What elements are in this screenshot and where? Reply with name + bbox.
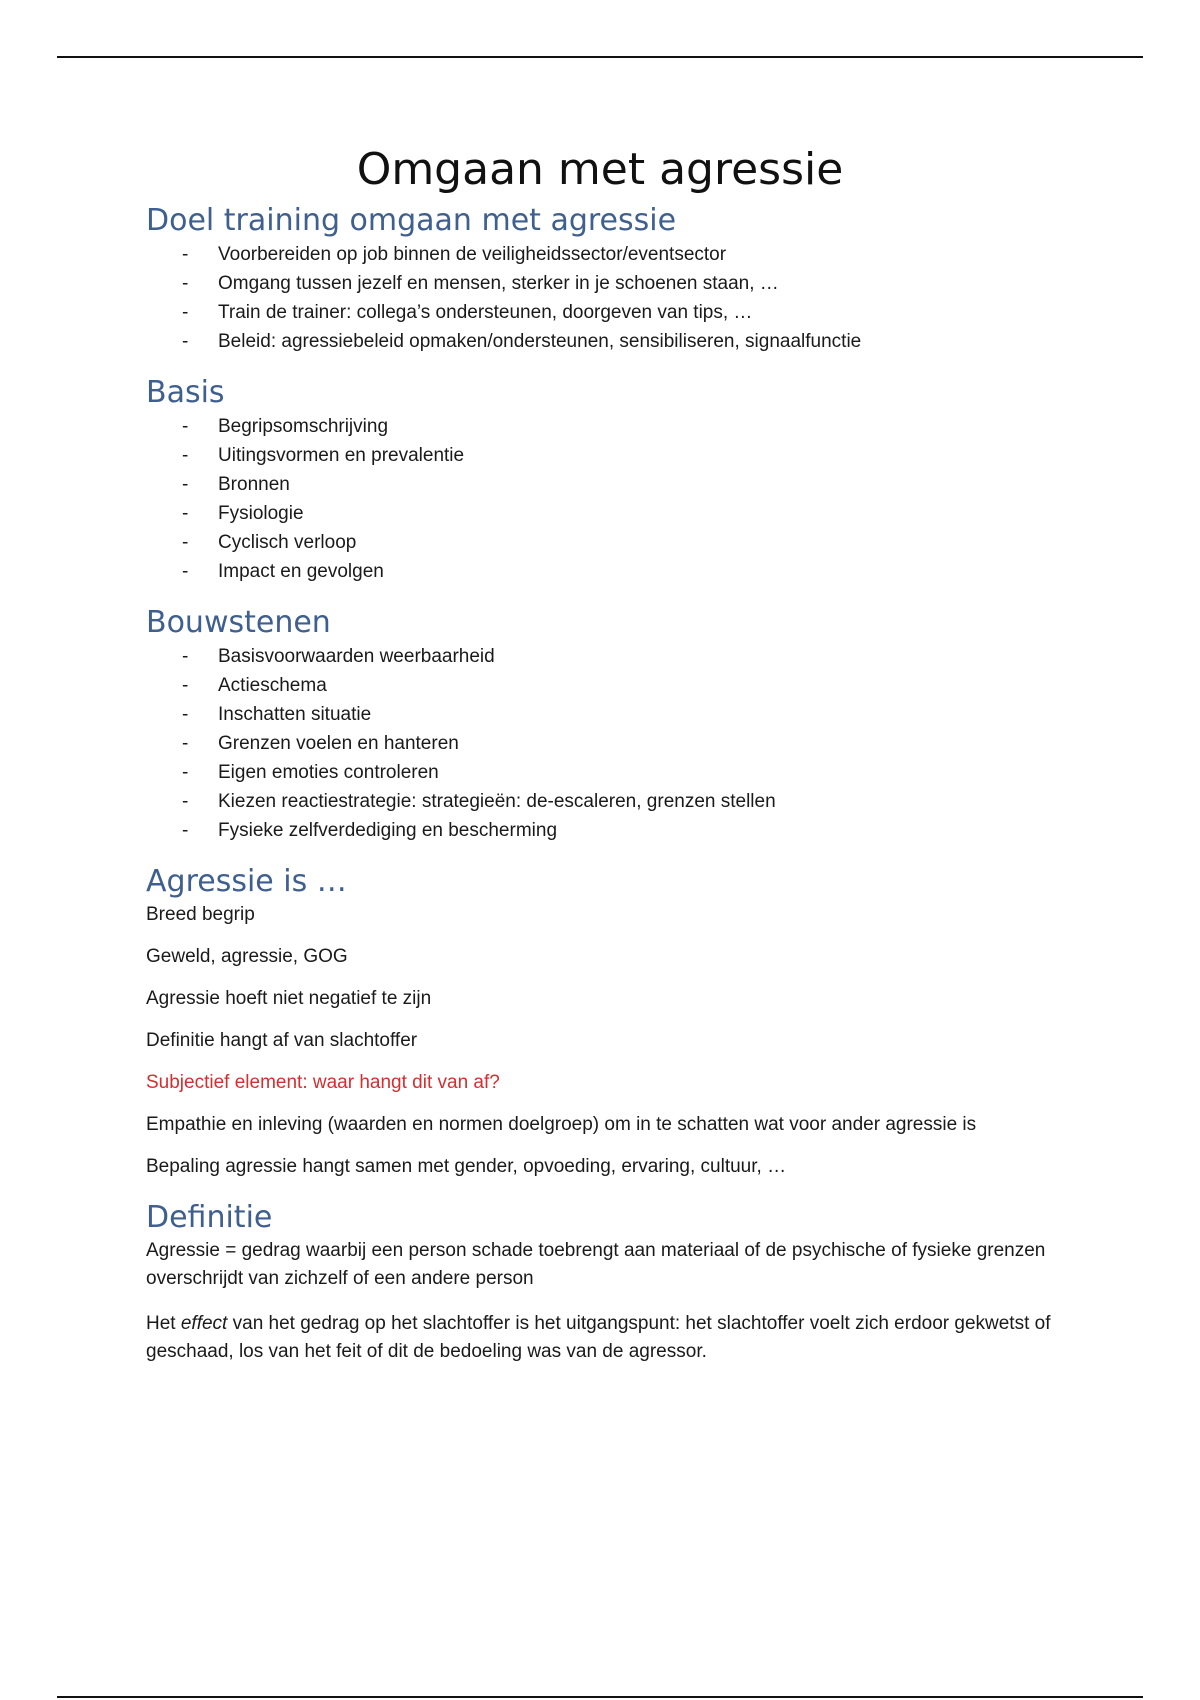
heading-bouwstenen: Bouwstenen <box>146 605 331 640</box>
list-item-text: Inschatten situatie <box>218 704 372 725</box>
dash-bullet: - <box>182 503 189 524</box>
list-item <box>146 269 1076 298</box>
list-item <box>146 700 1076 729</box>
dash-bullet: - <box>182 302 189 323</box>
dash-bullet: - <box>182 733 189 754</box>
list-item <box>146 528 1076 557</box>
effect-text-after: van het gedrag op het slachtoffer is het uitgangspunt: het slachtoffer voelt zich erdoor gekwetst of geschaad, los van het feit of dit de bedoeling was van de agressor. <box>146 1313 1051 1362</box>
list-item-text: Omgang tussen jezelf en mensen, sterker in je schoenen staan, … <box>218 273 779 294</box>
list-item-text: Basisvoorwaarden weerbaarheid <box>218 646 495 667</box>
list-item <box>146 240 1076 269</box>
list-doel-training <box>146 240 1076 356</box>
dash-bullet: - <box>182 445 189 466</box>
paragraph: Definitie hangt af van slachtoffer <box>146 1030 418 1051</box>
list-item <box>146 787 1076 816</box>
list-item-text: Kiezen reactiestrategie: strategieën: de-escaleren, grenzen stellen <box>218 791 776 812</box>
top-rule <box>57 56 1143 58</box>
list-bouwstenen <box>146 642 1076 845</box>
list-item <box>146 557 1076 586</box>
list-item-text: Impact en gevolgen <box>218 561 384 582</box>
list-item-text: Fysiologie <box>218 503 304 524</box>
list-basis <box>146 412 1076 586</box>
list-item-text: Uitingsvormen en prevalentie <box>218 445 465 466</box>
dash-bullet: - <box>182 762 189 783</box>
paragraph: Empathie en inleving (waarden en normen doelgroep) om in te schatten wat voor ander agressie is <box>146 1114 977 1135</box>
dash-bullet: - <box>182 704 189 725</box>
list-item <box>146 470 1076 499</box>
list-item <box>146 758 1076 787</box>
effect-paragraph <box>146 1310 1076 1366</box>
paragraph: Agressie hoeft niet negatief te zijn <box>146 988 432 1009</box>
heading-basis: Basis <box>146 375 225 410</box>
bottom-rule <box>57 1696 1143 1698</box>
list-item <box>146 298 1076 327</box>
list-item <box>146 729 1076 758</box>
list-item-text: Begripsomschrijving <box>218 416 389 437</box>
page-title: Omgaan met agressie <box>356 144 844 195</box>
dash-bullet: - <box>182 646 189 667</box>
dash-bullet: - <box>182 273 189 294</box>
list-item-text: Bronnen <box>218 474 290 495</box>
list-item <box>146 441 1076 470</box>
dash-bullet: - <box>182 331 189 352</box>
heading-agressie-is: Agressie is … <box>146 864 347 899</box>
list-item-text: Actieschema <box>218 675 327 696</box>
dash-bullet: - <box>182 244 189 265</box>
effect-text-before: Het <box>146 1313 181 1334</box>
dash-bullet: - <box>182 532 189 553</box>
list-item-text: Cyclisch verloop <box>218 532 357 553</box>
document-body <box>146 140 1076 1383</box>
definition-paragraph: Agressie = gedrag waarbij een person schade toebrengt aan materiaal of de psychische of fysieke grenzen overschrijdt van zichzelf of een andere person <box>146 1240 1046 1289</box>
list-item-text: Train de trainer: collega’s ondersteunen, doorgeven van tips, … <box>218 302 753 323</box>
list-item <box>146 327 1076 356</box>
dash-bullet: - <box>182 416 189 437</box>
heading-doel-training: Doel training omgaan met agressie <box>146 203 677 238</box>
list-item-text: Fysieke zelfverdediging en bescherming <box>218 820 558 841</box>
paragraph: Breed begrip <box>146 904 255 925</box>
highlighted-question: Subjectief element: waar hangt dit van af? <box>146 1072 500 1093</box>
list-item <box>146 642 1076 671</box>
paragraph: Geweld, agressie, GOG <box>146 946 348 967</box>
dash-bullet: - <box>182 675 189 696</box>
dash-bullet: - <box>182 791 189 812</box>
list-item <box>146 816 1076 845</box>
list-item-text: Beleid: agressiebeleid opmaken/ondersteunen, sensibiliseren, signaalfunctie <box>218 331 862 352</box>
list-item <box>146 412 1076 441</box>
list-item-text: Grenzen voelen en hanteren <box>218 733 459 754</box>
dash-bullet: - <box>182 561 189 582</box>
dash-bullet: - <box>182 474 189 495</box>
heading-definitie: Definitie <box>146 1200 273 1235</box>
list-item <box>146 499 1076 528</box>
list-item <box>146 671 1076 700</box>
paragraph: Bepaling agressie hangt samen met gender, opvoeding, ervaring, cultuur, … <box>146 1156 787 1177</box>
list-item-text: Eigen emoties controleren <box>218 762 439 783</box>
effect-emphasis: effect <box>180 1313 228 1334</box>
list-item-text: Voorbereiden op job binnen de veiligheidssector/eventsector <box>218 244 727 265</box>
dash-bullet: - <box>182 820 189 841</box>
